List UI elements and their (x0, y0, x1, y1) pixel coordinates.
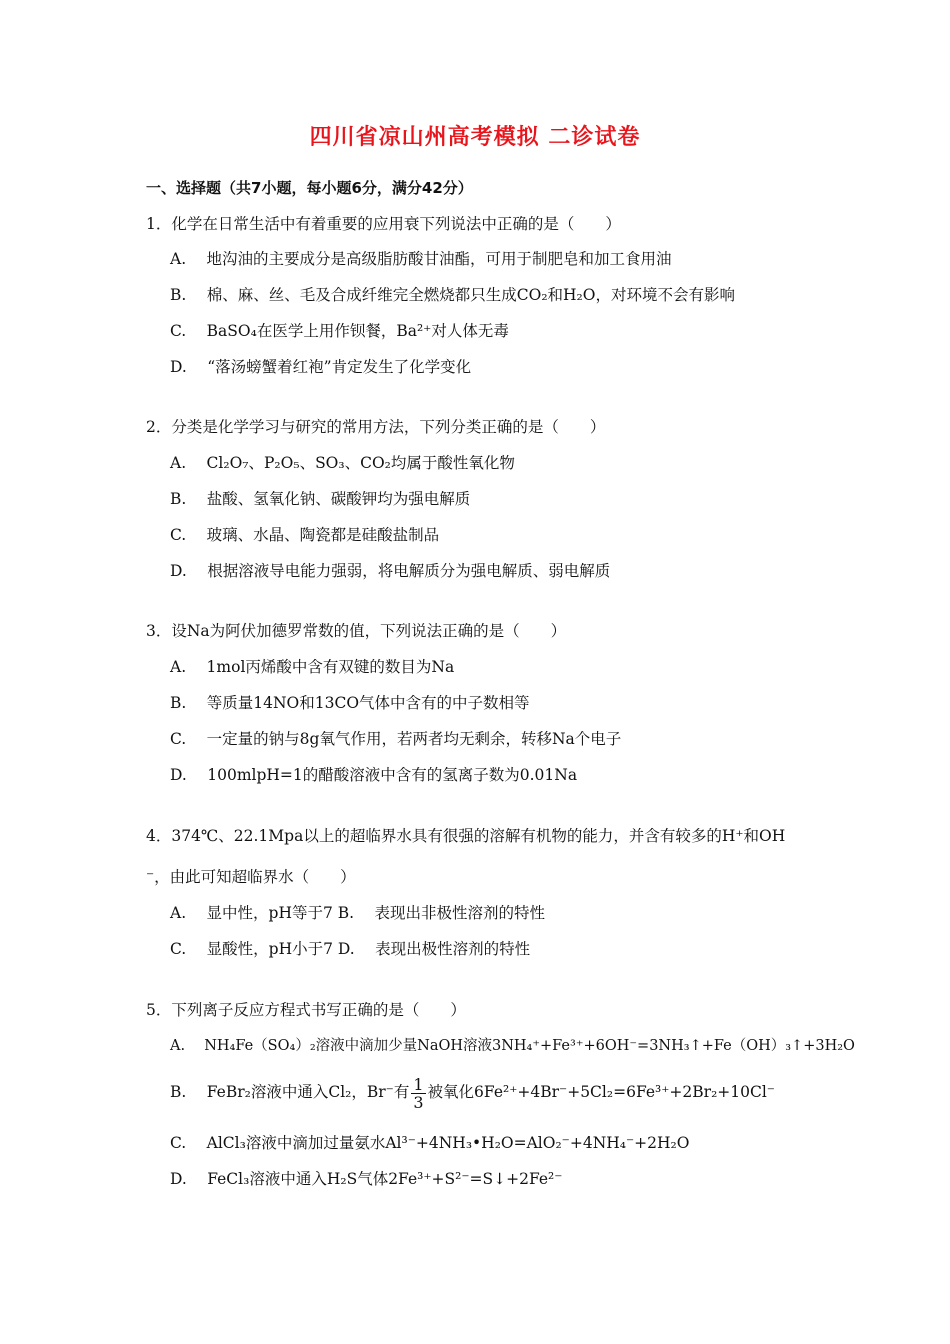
question-2-option-d: D. 根据溶液导电能力强弱，将电解质分为强电解质、弱电解质 (170, 562, 611, 580)
question-5-option-b (170, 1075, 775, 1111)
question-4-options-cd: C. 显酸性，pH小于7 D. 表现出极性溶剂的特性 (170, 940, 531, 958)
question-2-option-b: B. 盐酸、氢氧化钠、碳酸钾均为强电解质 (170, 490, 471, 508)
question-4-stem-line-1: 4．374℃、22.1Mpa以上的超临界水具有很强的溶解有机物的能力，并含有较多的H⁺和OH (146, 827, 786, 845)
question-5-option-a: A. NH₄Fe（SO₄）₂溶液中滴加少量NaOH溶液3NH₄⁺+Fe³⁺+6OH⁻=3NH₃↑+Fe（OH）₃↑+3H₂O (170, 1038, 855, 1054)
question-3-stem: 3．设Na为阿伏加德罗常数的值，下列说法正确的是（ ） (146, 622, 567, 640)
question-3-option-c: C. 一定量的钠与8g氧气作用，若两者均无剩余，转移Na个电子 (170, 730, 622, 748)
question-3-option-b: B. 等质量14NO和13CO气体中含有的中子数相等 (170, 694, 530, 712)
page-title: 四川省凉山州高考模拟 二诊试卷 (309, 125, 641, 150)
question-2-stem: 2．分类是化学学习与研究的常用方法，下列分类正确的是（ ） (146, 418, 606, 436)
fraction-denominator: 3 (413, 1092, 424, 1112)
question-1-option-d: D. “落汤螃蟹着红袍”肯定发生了化学变化 (170, 358, 472, 376)
section-heading: 一、选择题（共7小题，每小题6分，满分42分） (146, 179, 473, 197)
question-5-stem: 5．下列离子反应方程式书写正确的是（ ） (146, 1001, 466, 1019)
question-1-stem: 1．化学在日常生活中有着重要的应用衰下列说法中正确的是（ ） (146, 215, 621, 233)
question-1-option-c: C. BaSO₄在医学上用作钡餐，Ba²⁺对人体无毒 (170, 322, 509, 340)
question-3-option-d: D. 100mlpH=1的醋酸溶液中含有的氢离子数为0.01Na (170, 766, 578, 784)
question-5-option-b-prefix: B. FeBr₂溶液中通入Cl₂，Br⁻有 (170, 1083, 410, 1101)
question-2-option-c: C. 玻璃、水晶、陶瓷都是硅酸盐制品 (170, 526, 440, 544)
question-1-option-a: A. 地沟油的主要成分是高级脂肪酸甘油酯，可用于制肥皂和加工食用油 (170, 250, 672, 268)
question-4-options-ab: A. 显中性，pH等于7 B. 表现出非极性溶剂的特性 (170, 904, 546, 922)
question-1-option-b: B. 棉、麻、丝、毛及合成纤维完全燃烧都只生成CO₂和H₂O，对环境不会有影响 (170, 286, 735, 304)
question-5-option-b-suffix: 被氧化6Fe²⁺+4Br⁻+5Cl₂=6Fe³⁺+2Br₂+10Cl⁻ (427, 1083, 775, 1101)
question-2-option-a: A. Cl₂O₇、P₂O₅、SO₃、CO₂均属于酸性氧化物 (170, 454, 515, 472)
question-5-option-c: C. AlCl₃溶液中滴加过量氨水Al³⁻+4NH₃•H₂O=AlO₂⁻+4NH₄⁻+2H₂O (170, 1134, 690, 1152)
fraction-numerator: 1 (413, 1074, 424, 1094)
question-4-stem-line-2: ⁻，由此可知超临界水（ ） (146, 868, 356, 886)
fraction-one-third (411, 1076, 425, 1111)
question-5-option-d: D. FeCl₃溶液中通入H₂S气体2Fe³⁺+S²⁻=S↓+2Fe²⁻ (170, 1170, 563, 1188)
question-3-option-a: A. 1mol丙烯酸中含有双键的数目为Na (170, 658, 455, 676)
